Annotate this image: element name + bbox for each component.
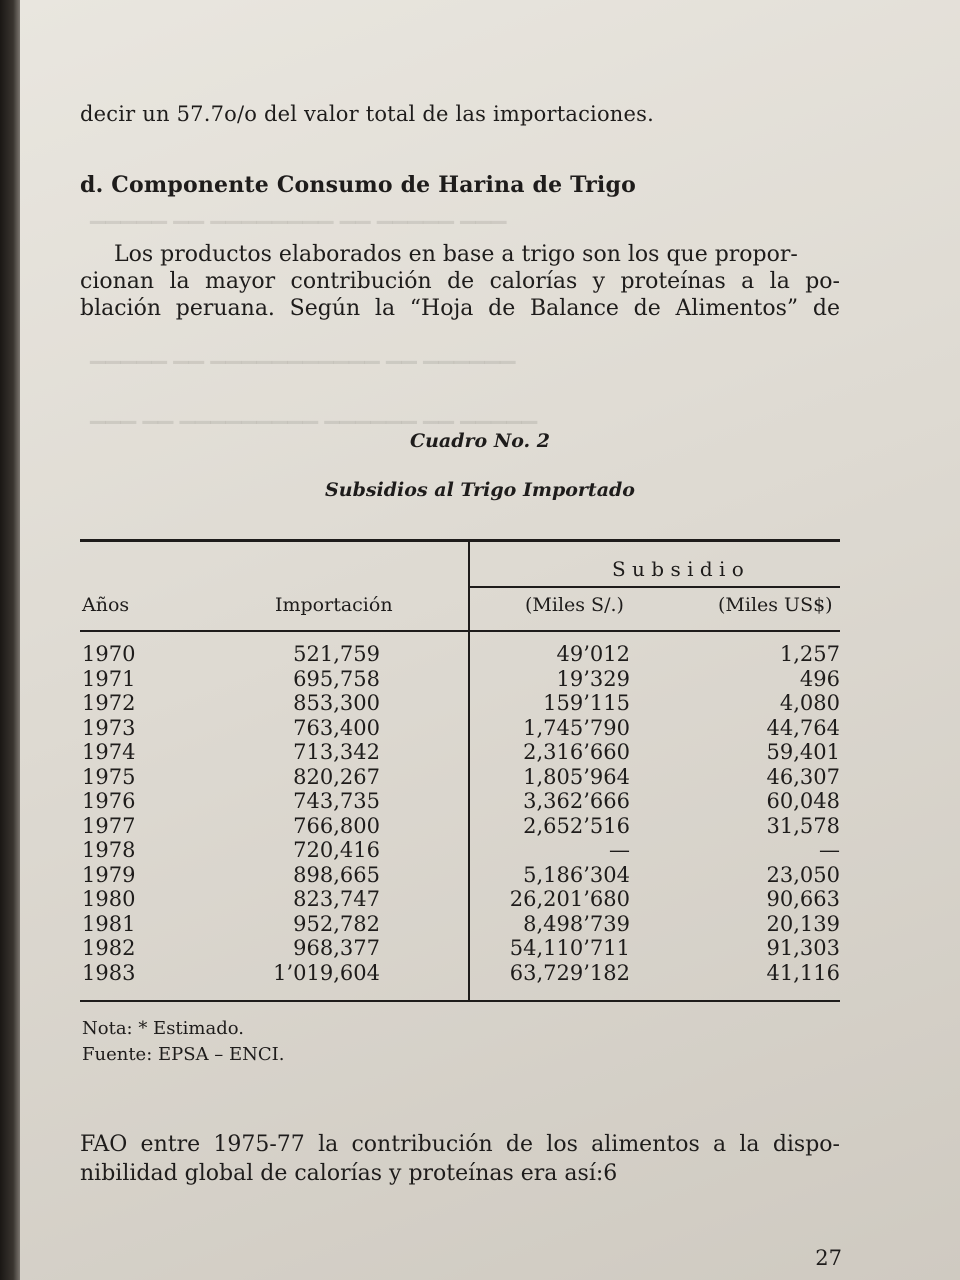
cell-subsidy-soles: 3,362’666: [523, 789, 630, 813]
header-subsidio: S u b s i d i o: [612, 557, 744, 581]
cell-subsidy-usd: 41,116: [766, 960, 840, 985]
table-bottom-rule: [80, 1000, 840, 1002]
cell-subsidy-usd: 31,578: [766, 813, 840, 838]
table-row: [0, 691, 960, 716]
page-number: 27: [815, 1246, 842, 1270]
table-row: [0, 716, 960, 741]
cell-import: 1’019,604: [273, 960, 380, 985]
closing-line-1: FAO entre 1975-77 la contribución de los alimentos a la dispo-: [80, 1132, 840, 1157]
table-header-rule: [80, 630, 840, 632]
cell-year: 1973: [82, 715, 136, 740]
cell-subsidy-soles: 49’012: [556, 642, 630, 666]
cell-import: 968,377: [293, 936, 380, 960]
cell-subsidy-soles: 2,316’660: [523, 740, 630, 764]
cell-subsidy-soles: 63,729’182: [509, 960, 630, 985]
table-note: Nota: * Estimado.: [82, 1018, 244, 1039]
table-row: [0, 936, 960, 961]
cell-subsidy-usd: 23,050: [766, 862, 840, 887]
table-row: [0, 814, 960, 839]
section-heading: d. Componente Consumo de Harina de Trigo: [80, 172, 636, 198]
cell-subsidy-soles: 1,745’790: [523, 715, 630, 740]
cell-import: 743,735: [293, 789, 380, 813]
cell-subsidy-usd: 59,401: [766, 740, 840, 764]
subsidy-group-rule: [470, 586, 840, 588]
cell-import: 952,782: [293, 911, 380, 936]
cell-year: 1980: [82, 887, 136, 911]
cell-year: 1972: [82, 691, 136, 715]
table-row: [0, 887, 960, 912]
cell-subsidy-usd: 46,307: [766, 764, 840, 789]
header-miles-soles: (Miles S/.): [525, 594, 624, 616]
cell-subsidy-soles: 159’115: [543, 691, 630, 715]
table-title: Subsidios al Trigo Importado: [325, 479, 635, 501]
header-anos: Años: [82, 594, 130, 616]
table-top-rule: [80, 539, 840, 542]
cell-subsidy-soles: 2,652’516: [523, 813, 630, 838]
table-row: [0, 789, 960, 814]
cell-subsidy-soles: 1,805’964: [523, 764, 630, 789]
cell-subsidy-soles: 5,186’304: [523, 862, 630, 887]
header-importacion: Importación: [275, 594, 393, 616]
cell-year: 1976: [82, 789, 136, 813]
table-row: [0, 740, 960, 765]
table-row: [0, 765, 960, 790]
cell-import: 853,300: [293, 691, 380, 715]
table-row: [0, 912, 960, 937]
table-row: [0, 667, 960, 692]
cell-subsidy-usd: —: [819, 838, 840, 862]
table-row: [0, 642, 960, 667]
cell-import: 763,400: [293, 715, 380, 740]
table-row: [0, 838, 960, 863]
book-spine-shadow: [0, 0, 22, 1280]
cell-year: 1981: [82, 911, 136, 936]
cell-year: 1979: [82, 862, 136, 887]
table-row: [0, 961, 960, 986]
cell-import: 521,759: [293, 642, 380, 666]
cell-import: 766,800: [293, 813, 380, 838]
cell-subsidy-usd: 60,048: [766, 789, 840, 813]
cell-subsidy-usd: 44,764: [766, 715, 840, 740]
table-row: [0, 863, 960, 888]
cell-year: 1978: [82, 838, 136, 862]
cell-subsidy-usd: 496: [799, 666, 840, 691]
cell-import: 720,416: [293, 838, 380, 862]
cell-year: 1974: [82, 740, 136, 764]
cell-subsidy-soles: 19’329: [556, 666, 630, 691]
cell-year: 1975: [82, 764, 136, 789]
show-through-texture: ▁▁▁▁▁ ▁▁ ▁▁▁▁▁▁ ▁▁▁▁▁▁▁▁▁ ▁▁ ▁▁▁: [90, 400, 538, 424]
show-through-texture: ▁▁▁ ▁▁▁▁▁ ▁▁ ▁▁▁▁▁▁▁▁ ▁▁ ▁▁▁▁▁: [90, 200, 507, 224]
table-source: Fuente: EPSA – ENCI.: [82, 1044, 285, 1065]
cell-subsidy-soles: 8,498’739: [523, 911, 630, 936]
cell-import: 820,267: [293, 764, 380, 789]
cell-subsidy-usd: 1,257: [779, 642, 840, 666]
closing-line-2: nibilidad global de calorías y proteínas era así:6: [80, 1161, 618, 1186]
intro-line: decir un 57.7o/o del valor total de las importaciones.: [80, 102, 655, 126]
cell-subsidy-soles: 26,201’680: [509, 887, 630, 911]
cell-import: 695,758: [293, 666, 380, 691]
paragraph-line-1: Los productos elaborados en base a trigo son los que propor-: [114, 242, 798, 267]
cell-year: 1971: [82, 666, 136, 691]
cell-import: 898,665: [293, 862, 380, 887]
cell-subsidy-usd: 91,303: [766, 936, 840, 960]
paragraph-line-3: blación peruana. Según la “Hoja de Balance de Alimentos” de: [80, 296, 840, 321]
show-through-texture: ▁▁▁▁▁▁ ▁▁ ▁▁▁▁▁▁▁▁▁▁▁ ▁▁ ▁▁▁▁▁: [90, 340, 516, 364]
cell-subsidy-usd: 90,663: [766, 887, 840, 911]
cell-subsidy-soles: —: [609, 838, 630, 862]
cell-year: 1983: [82, 960, 136, 985]
cell-subsidy-usd: 4,080: [779, 691, 840, 715]
paragraph-line-2: cionan la mayor contribución de calorías y proteínas a la po-: [80, 269, 840, 294]
cell-import: 713,342: [293, 740, 380, 764]
cell-subsidy-soles: 54,110’711: [509, 936, 630, 960]
cell-year: 1977: [82, 813, 136, 838]
cell-import: 823,747: [293, 887, 380, 911]
table-caption: Cuadro No. 2: [410, 430, 550, 452]
cell-year: 1982: [82, 936, 136, 960]
cell-subsidy-usd: 20,139: [766, 911, 840, 936]
cell-year: 1970: [82, 642, 136, 666]
header-miles-usd: (Miles US$): [718, 594, 833, 616]
